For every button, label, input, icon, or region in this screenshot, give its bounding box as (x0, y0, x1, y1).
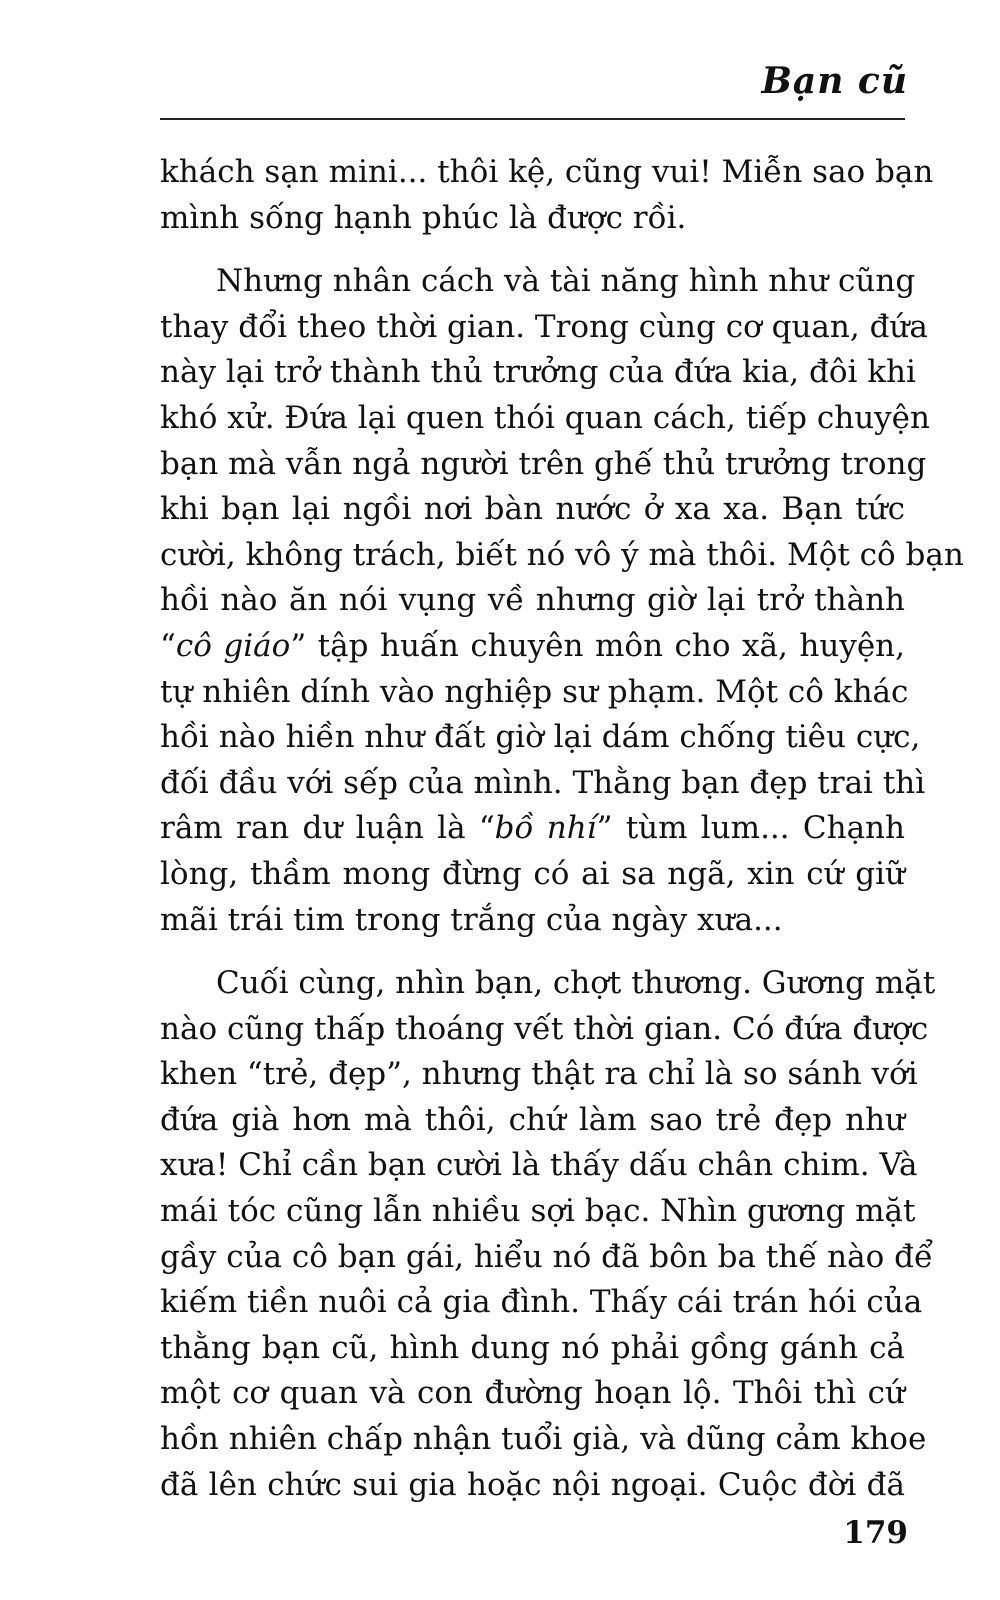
text-line: khen “trẻ, đẹp”, nhưng thật ra chỉ là so sánh với (160, 1056, 918, 1093)
text-line: thằng bạn cũ, hình dung nó phải gồng gánh cả (160, 1329, 905, 1366)
text-line: một cơ quan và con đường hoạn lộ. Thôi thì cứ (160, 1375, 905, 1412)
text-line: cười, không trách, biết nó vô ý mà thôi. Một cô bạn (160, 536, 964, 573)
text-line: gầy của cô bạn gái, hiểu nó đã bôn ba thế nào để (160, 1238, 934, 1275)
paragraph-3 (160, 961, 936, 1508)
text-line: lòng, thầm mong đừng có ai sa ngã, xin cứ giữ (160, 855, 905, 892)
text-line: xưa! Chỉ cần bạn cười là thấy dấu chân chim. Và (160, 1147, 918, 1184)
text-line: tự nhiên dính vào nghiệp sư phạm. Một cô khác (160, 673, 909, 710)
text-line: này lại trở thành thủ trưởng của đứa kia, đôi khi (160, 354, 916, 391)
text-line: kiếm tiền nuôi cả gia đình. Thấy cái trán hói của (160, 1284, 923, 1321)
italic-term: bồ nhí (494, 810, 597, 847)
text-line-with-italic (160, 806, 905, 852)
text-line: đã lên chức sui gia hoặc nội ngoại. Cuộc đời đã (160, 1466, 905, 1503)
quote-open: “ (160, 627, 176, 664)
text-line: khó xử. Đứa lại quen thói quan cách, tiếp chuyện (160, 399, 930, 436)
text-line: hồn nhiên chấp nhận tuổi già, và dũng cảm khoe (160, 1421, 927, 1458)
text-line: hồi nào ăn nói vụng về nhưng giờ lại trở thành (160, 582, 905, 619)
text-line: Cuối cùng, nhìn bạn, chợt thương. Gương mặt (216, 965, 936, 1002)
line-rest: ” tùm lum... Chạnh (596, 810, 905, 847)
page-number: 179 (843, 1515, 908, 1551)
text-line: mãi trái tim trong trắng của ngày xưa... (160, 901, 783, 938)
text-line: khi bạn lại ngồi nơi bàn nước ở xa xa. Bạn tức (160, 491, 905, 528)
header-rule (160, 118, 905, 120)
text-line: thay đổi theo thời gian. Trong cùng cơ quan, đứa (160, 308, 928, 345)
running-title: Bạn cũ (761, 60, 908, 102)
text-line: nào cũng thấp thoáng vết thời gian. Có đứa được (160, 1010, 929, 1047)
text-line: đứa già hơn mà thôi, chứ làm sao trẻ đẹp như (160, 1101, 905, 1138)
text-line: mình sống hạnh phúc là được rồi. (160, 199, 687, 236)
italic-term: cô giáo (175, 627, 291, 664)
text-line: mái tóc cũng lẫn nhiều sợi bạc. Nhìn gương mặt (160, 1193, 916, 1230)
text-line: khách sạn mini... thôi kệ, cũng vui! Miễn sao bạn (160, 154, 934, 190)
paragraph-1 (160, 150, 934, 241)
text-line: đối đầu với sếp của mình. Thằng bạn đẹp trai thì (160, 764, 926, 801)
text-line: Nhưng nhân cách và tài năng hình như cũng (216, 263, 916, 300)
body-text (160, 150, 964, 1526)
text-line-with-italic (160, 624, 905, 670)
line-rest: ” tập huấn chuyên môn cho xã, huyện, (290, 627, 905, 664)
paragraph-2 (160, 259, 964, 943)
text-line: hồi nào hiền như đất giờ lại dám chống tiêu cực, (160, 719, 921, 756)
text-line: bạn mà vẫn ngả người trên ghế thủ trưởng trong (160, 445, 927, 482)
line-start: râm ran dư luận là “ (160, 810, 495, 847)
